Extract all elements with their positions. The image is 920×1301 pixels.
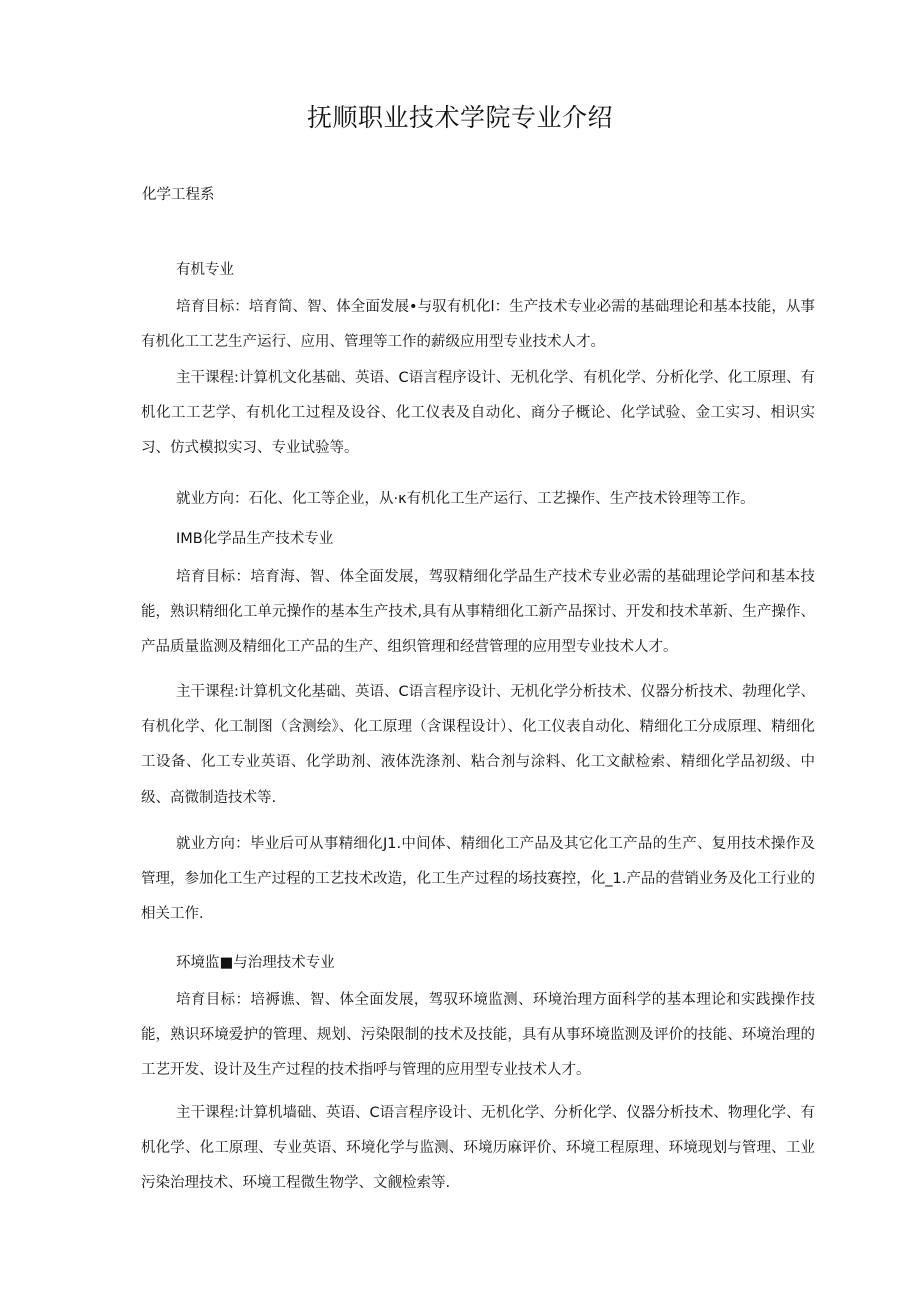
major-career: 就业方向：毕业后可从事精细化J1.中间体、精细化工产品及其它化工产品的生产、复用技术操作及管理，参加化工生产过程的工艺技术改造，化工生产过程的场技赛控，化_1.产品的营销业务及化工行业的相关工作. (141, 836, 815, 923)
department-name: 化学工程系 (142, 187, 215, 203)
major-career: 就业方向：石化、化工等企业，从·κ有机化工生产运行、工艺操作、生产技术铃理等工作。 (176, 491, 755, 507)
major-heading: IMB化学品生产技术专业 (176, 531, 334, 547)
page-title: 抚顺职业技术学院专业介绍 (306, 103, 613, 132)
major-goal: 培育目标：培褥谯、智、体全面发展，驾驭环境监测、环境治理方面科学的基本理论和实践操作技能，熟识环境爱护的管理、规划、污染限制的技术及技能，具有从事环境监测及评价的技能、环境治理的工艺开发、设计及生产过程的技术指呼与管理的应用型专业技术人才。 (141, 992, 815, 1079)
major-goal: 培育目标：培育海、智、体全面发展，驾驭精细化学品生产技术专业必需的基础理论学问和基本技能，熟识精细化工单元操作的基本生产技术,具有从事精细化工新产品探讨、开发和技术革新、生产操作、产品质量监测及精细化工产品的生产、组织管理和经营管理的应用型专业技术人才。 (141, 569, 815, 656)
major-courses: 主干课程:计算机文化基础、英语、C语言程序设计、无机化学分析技术、仪器分析技术、勃理化学、有机化学、化工制图（含测绘》、化工原理（含课程设计）、化工仪表自动化、精细化工分成原理、精细化工设备、化工专业英语、化学助剂、液体洗涤剂、粘合剂与涂料、化工文献检索、精细化学品初级、中级、高微制造技术等. (141, 684, 815, 806)
major-courses: 主干课程:计算机文化基础、英语、C语言程序设计、无机化学、有机化学、分析化学、化工原理、有机化工工艺学、有机化工过程及设谷、化工仪表及自动化、商分子概论、化学试验、金工实习、相识实习、仿式模拟实习、专业试验等。 (141, 370, 815, 457)
major-courses: 主干课程:计算机墙础、英语、C语言程序设计、无机化学、分析化学、仪器分析技术、物理化学、有机化学、化工原理、专业英语、环境化学与监测、环境历麻评价、环境工程原理、环境现划与管理、工业污染治理技术、环境工程微生物学、文觎检索等. (141, 1105, 815, 1192)
major-goal: 培育目标：培育简、智、体全面发展•与驭有机化l：生产技术专业必需的基础理论和基本技能，从事有机化工工艺生产运行、应用、管理等工作的薪级应用型专业技术人才。 (141, 299, 815, 351)
major-heading: 有机专业 (176, 262, 234, 278)
major-heading: 环境监■与治理技术专业 (176, 955, 335, 971)
